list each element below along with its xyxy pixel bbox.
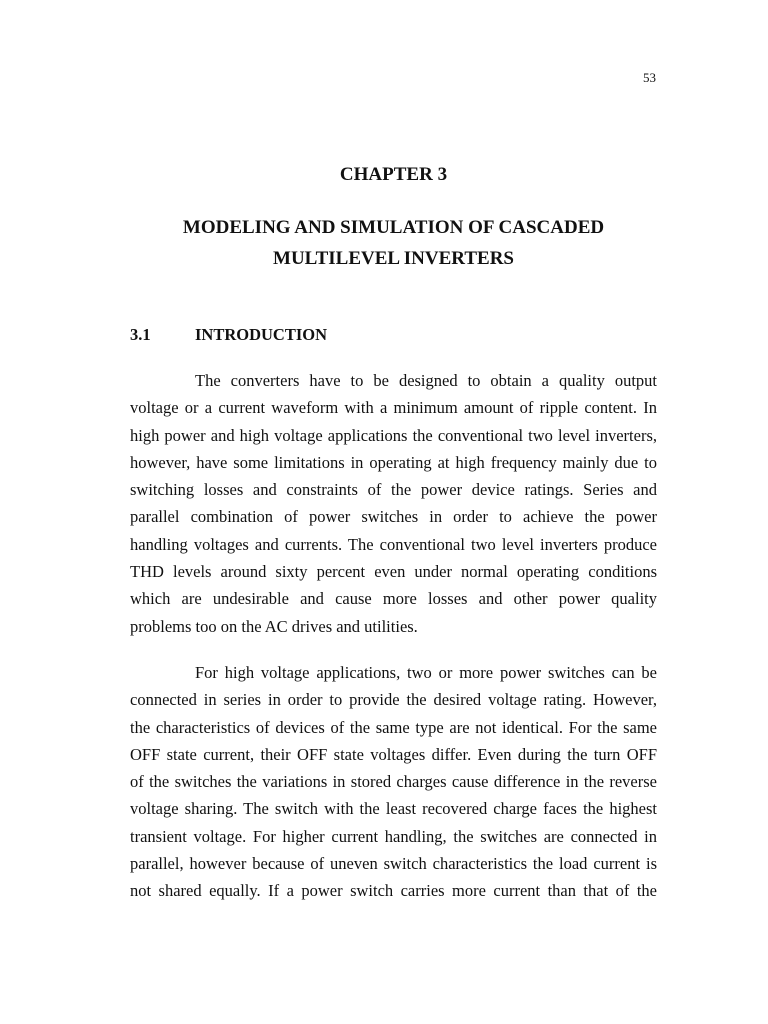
paragraph-line: THD levels around sixty percent even under normal operating conditions [130,562,657,582]
paragraph-line: handling voltages and currents. The conventional two level inverters produce [130,534,657,554]
page-number: 53 [643,70,656,85]
paragraph-line: connected in series in order to provide the desired voltage rating. However, [130,690,657,710]
paragraph-line: voltage sharing. The switch with the least recovered charge faces the highest [130,799,657,819]
paragraph-line: the characteristics of devices of the same type are not identical. For the same [130,717,657,737]
section-heading [130,321,657,349]
paragraph-line: The converters have to be designed to obtain a quality output [195,371,657,390]
paragraph-line: voltage or a current waveform with a minimum amount of ripple content. In [130,398,657,418]
paragraph-line: high power and high voltage applications the conventional two level inverters, [130,425,657,445]
paragraph [130,659,657,905]
paragraph-line: OFF state current, their OFF state voltages differ. Even during the turn OFF [130,744,657,764]
section-number: 3.1 [130,325,151,344]
section-title: INTRODUCTION [195,325,328,344]
chapter-title-line: MULTILEVEL INVERTERS [273,248,514,269]
paragraph-line: of the switches the variations in stored charges cause difference in the reverse [130,772,657,792]
paragraph-line: parallel, however because of uneven switch characteristics the load current is [130,854,657,874]
paragraph-line: switching losses and constraints of the power device ratings. Series and [130,480,657,500]
paragraph-line: however, have some limitations in operating at high frequency mainly due to [130,452,657,472]
paragraph-line: problems too on the AC drives and utilities. [130,616,418,636]
paragraph-line: For high voltage applications, two or more power switches can be [195,663,657,682]
paragraph-line: which are undesirable and cause more losses and other power quality [130,589,657,609]
chapter-title-line: MODELING AND SIMULATION OF CASCADED [182,217,605,238]
paragraph-line: transient voltage. For higher current handling, the switches are connected in [130,826,657,846]
paragraph-line: not shared equally. If a power switch carries more current than that of the [130,881,657,901]
paragraph-line: parallel combination of power switches in order to achieve the power [130,507,657,527]
paragraph [130,367,657,640]
chapter-title [130,212,657,274]
chapter-label: CHAPTER 3 [339,164,448,185]
